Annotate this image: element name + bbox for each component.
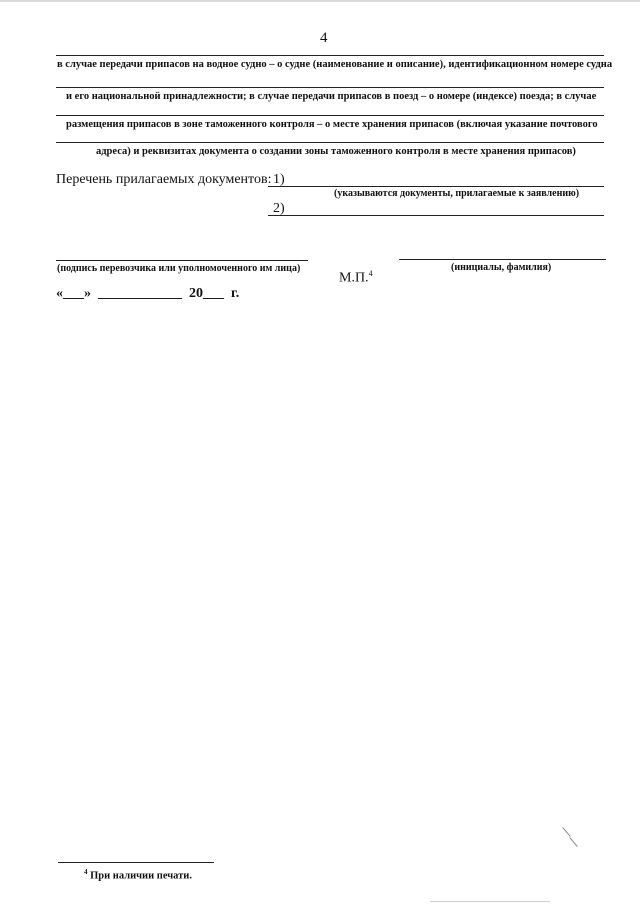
- explanation-line-3: размещения припасов в зоне таможенного контроля – о месте хранения припасов (включая указание почтового: [66, 119, 598, 130]
- stamp-footnote-ref: 4: [368, 269, 373, 278]
- date-day-blank: ___: [63, 286, 84, 301]
- stamp-mark: [339, 269, 373, 287]
- scan-mark: [569, 837, 577, 847]
- field-line: [56, 142, 604, 143]
- date-close-quote: »: [84, 286, 91, 301]
- date-year-suffix: г.: [231, 286, 240, 301]
- date-month-blank: ____________: [98, 286, 182, 301]
- field-line: [56, 87, 604, 88]
- footnote-text: При наличии печати.: [90, 870, 192, 882]
- explanation-line-1: в случае передачи припасов на водное судно – о судне (наименование и описание), идентификационном номере судна: [57, 59, 613, 70]
- explanation-line-4: адреса) и реквизитах документа о создании зоны таможенного контроля в месте хранения припасов): [96, 146, 576, 157]
- explanation-line-2: и его национальной принадлежности; в случае передачи припасов в поезд – о номере (индексе) поезда; в случае: [66, 91, 597, 102]
- field-line: [56, 115, 604, 116]
- name-line: [399, 259, 606, 260]
- documents-item-1-number: 1): [273, 172, 285, 187]
- signature-line: [56, 260, 308, 261]
- footnote-marker: 4: [84, 868, 88, 876]
- date-year-blank: ___: [203, 286, 224, 301]
- field-line: [56, 55, 604, 56]
- scan-edge-top: [0, 0, 640, 2]
- date-open-quote: «: [56, 286, 63, 301]
- name-caption: (инициалы, фамилия): [451, 262, 552, 273]
- documents-item-1-line: [268, 186, 604, 187]
- documents-item-2-line: [268, 215, 604, 216]
- signer-caption: (подпись перевозчика или уполномоченного им лица): [57, 263, 301, 274]
- scan-edge-bottom: [430, 901, 550, 902]
- date-year-prefix: 20: [189, 286, 203, 301]
- footnote-separator: [58, 862, 214, 863]
- scan-mark: [562, 827, 570, 837]
- documents-label: Перечень прилагаемых документов:: [56, 172, 272, 187]
- stamp-label: М.П.: [339, 270, 369, 286]
- page-number: 4: [320, 30, 328, 46]
- date-line: [56, 286, 239, 302]
- documents-hint: (указываются документы, прилагаемые к заявлению): [334, 188, 580, 199]
- documents-item-2-number: 2): [273, 201, 285, 216]
- footnote: [84, 868, 192, 882]
